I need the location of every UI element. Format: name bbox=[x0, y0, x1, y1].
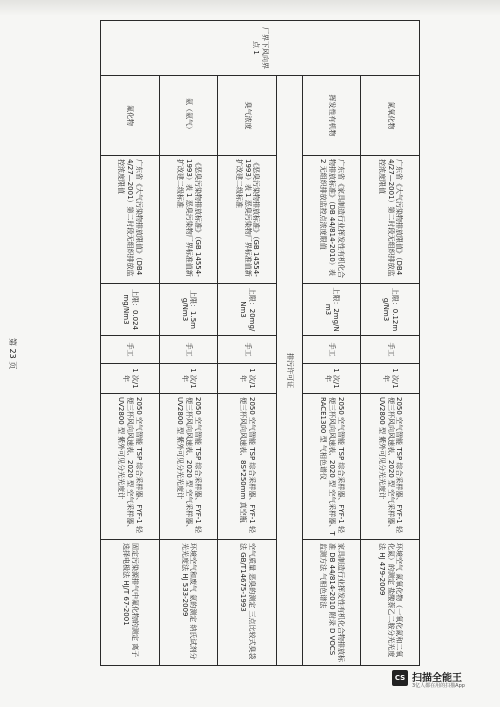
frequency-cell bbox=[159, 364, 218, 394]
method-text: 手工 bbox=[243, 342, 252, 357]
frequency-text: 1 次/1 年 bbox=[239, 368, 256, 389]
limit-text: 上限：0.024mg/Nm3 bbox=[121, 288, 139, 331]
watermark-name: 扫描全能王 bbox=[412, 673, 462, 684]
camscanner-icon: CS bbox=[392, 670, 408, 686]
frequency-cell bbox=[218, 364, 277, 394]
equipment-cell bbox=[218, 394, 277, 540]
standard-text: 《恶臭污染物排放标准》（GB 14554-1993）表 1 恶臭污染物厂界标准值新扩改建二级标准 bbox=[176, 159, 202, 277]
analysis-cell bbox=[101, 540, 160, 666]
analysis-cell bbox=[159, 540, 218, 666]
analysis-cell bbox=[361, 540, 420, 666]
method-text: 手工 bbox=[327, 342, 336, 357]
equipment-text: 2050 空气智能 TSP 综合采样器、FYF-1 轻便三杯风向风速表、8S*250mm 真空瓶 bbox=[239, 397, 256, 533]
table-row bbox=[101, 21, 160, 666]
pollutant-name: 挥发性有机物 bbox=[327, 94, 336, 137]
limit-cell bbox=[218, 284, 277, 336]
analysis-text: 家具制造行业挥发性有机化合物排放标准 DB 44/814-2010 附录 D VOCS 监测方法 气相色谱法 bbox=[319, 543, 345, 662]
method-cell bbox=[159, 336, 218, 364]
group-cell bbox=[101, 21, 420, 76]
equipment-text: 2050 空气智能 TSP 综合采样器、FYF-1 轻便三杯风向风速表、2020 型 空气采样器、TRACE1300 型 气相色谱仪 bbox=[319, 397, 345, 536]
frequency-text: 1 次/1 年 bbox=[121, 368, 139, 389]
analysis-text: 环境空气 氮氧化物（一氧化氮和二氧化氮）的测定 盐酸萘乙二胺分光光度法 HJ 479-2009 bbox=[377, 543, 404, 658]
scanner-watermark bbox=[392, 668, 492, 694]
scan-edge-shadow bbox=[0, 0, 500, 16]
equipment-cell bbox=[101, 394, 160, 540]
pollutant-name: 臭气浓度 bbox=[243, 101, 252, 130]
permit-cell bbox=[276, 76, 302, 666]
limit-cell bbox=[361, 284, 420, 336]
equipment-cell bbox=[361, 394, 420, 540]
limit-cell bbox=[159, 284, 218, 336]
standard-cell bbox=[218, 156, 277, 284]
pollutant-cell bbox=[101, 76, 160, 156]
pollutant-name: 氟化物 bbox=[126, 105, 135, 126]
frequency-text: 1 次/1 年 bbox=[180, 368, 198, 389]
limit-text: 上限：20mg/Nm3 bbox=[239, 287, 256, 332]
standard-cell bbox=[101, 156, 160, 284]
method-text: 手工 bbox=[126, 342, 135, 357]
frequency-cell bbox=[361, 364, 420, 394]
equipment-cell bbox=[302, 394, 361, 540]
table-row bbox=[159, 21, 218, 666]
frequency-text: 1 次/1 年 bbox=[382, 368, 399, 389]
standard-cell bbox=[302, 156, 361, 284]
limit-text: 上限：0.12mg/Nm3 bbox=[382, 287, 399, 332]
analysis-text: 空气质量 恶臭的测定 三点比较式臭袋法 GB/T14675-1993 bbox=[239, 543, 256, 660]
standard-cell bbox=[361, 156, 420, 284]
watermark-subtitle: 3亿人都在用的扫描App bbox=[412, 683, 465, 689]
equipment-text: 2050 空气智能 TSP 综合采样器、FYF-1 轻便三杯风向风速表、2020 型 空气采样器、UV2800 型 紫外可见分光光度计 bbox=[377, 397, 404, 533]
analysis-cell bbox=[302, 540, 361, 666]
permit-label: 排污许可证 bbox=[285, 353, 294, 388]
table-row bbox=[302, 21, 361, 666]
pollutant-cell bbox=[159, 76, 218, 156]
table-row bbox=[361, 21, 420, 666]
analysis-text: 环境空气和废气 氨的测定 纳氏试剂分光光度法 HJ 533-2009 bbox=[180, 543, 198, 660]
pollutant-cell bbox=[218, 76, 277, 156]
table-row bbox=[218, 21, 277, 666]
method-cell bbox=[361, 336, 420, 364]
pollutant-name: 氨（氨气） bbox=[184, 98, 193, 133]
limit-text: 上限：1.5mg/Nm3 bbox=[180, 290, 198, 329]
equipment-text: 2050 空气智能 TSP 综合采样器、FYF-1 轻便三杯风向风速表、2020 型 空气采样器、UV2800 型 紫外可见分光光度计 bbox=[117, 397, 143, 533]
group-label: 厂界下风向界点 1 bbox=[252, 27, 269, 69]
equipment-cell bbox=[159, 394, 218, 540]
frequency-cell bbox=[302, 364, 361, 394]
pollutant-name: 氮氧化物 bbox=[386, 101, 395, 130]
method-text: 手工 bbox=[386, 342, 395, 357]
method-cell bbox=[218, 336, 277, 364]
rotated-table-container bbox=[100, 20, 420, 665]
page-number: 第 23 页 bbox=[8, 338, 17, 370]
permit-row bbox=[276, 21, 302, 666]
monitoring-table bbox=[100, 20, 420, 666]
limit-cell bbox=[302, 284, 361, 336]
method-text: 手工 bbox=[184, 342, 193, 357]
analysis-text: 固定污染源排气中氟化物的测定 离子选择电极法 HJ/T 67-2001 bbox=[121, 543, 139, 658]
standard-text: 《恶臭污染物排放标准》（GB 14554-1993）表 1 恶臭污染物厂界标准值新扩改建二级标准 bbox=[234, 159, 261, 277]
equipment-text: 2050 空气智能 TSP 综合采样器、FYF-1 轻便三杯风向风速表、2020 型 空气采样器、UV2800 型 紫外可见分光光度计 bbox=[176, 397, 202, 533]
method-cell bbox=[101, 336, 160, 364]
standard-text: 广东省《家具制造行业挥发性有机化合物排放标准》（DB 44/814-2010）表 2 无组织排放监控点浓度限值 bbox=[319, 159, 345, 278]
standard-cell bbox=[159, 156, 218, 284]
pollutant-cell bbox=[302, 76, 361, 156]
standard-text: 广东省《大气污染物排放限值》（DB44/27—2001）第二时段无组织排放监控浓度限值 bbox=[377, 159, 404, 277]
pollutant-cell bbox=[361, 76, 420, 156]
limit-text: 上限：2mg/Nm3 bbox=[323, 287, 341, 332]
standard-text: 广东省《大气污染物排放限值》（DB44/27—2001）第二时段无组织排放监控浓度限值 bbox=[117, 159, 143, 277]
analysis-cell bbox=[218, 540, 277, 666]
method-cell bbox=[302, 336, 361, 364]
frequency-text: 1 次/1 年 bbox=[323, 368, 341, 389]
frequency-cell bbox=[101, 364, 160, 394]
limit-cell bbox=[101, 284, 160, 336]
